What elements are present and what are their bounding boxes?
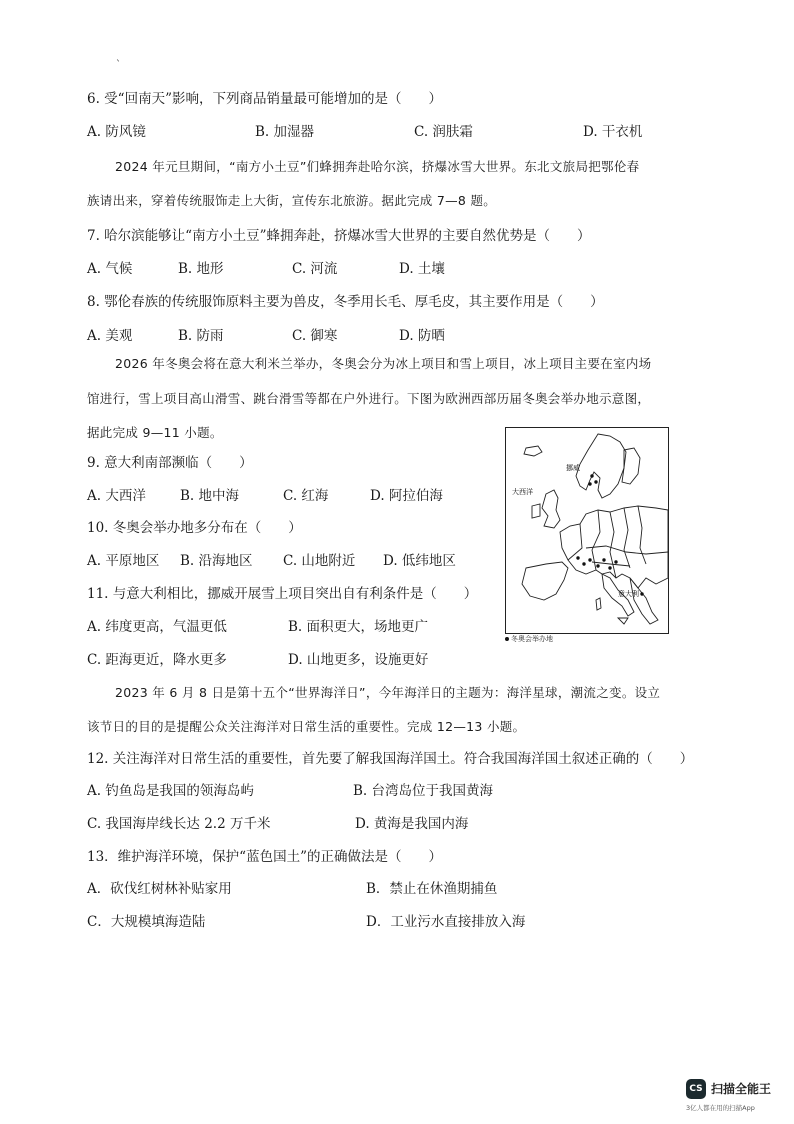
intro-2-line-2: 馆进行，雪上项目高山滑雪、跳台滑雪等都在户外进行。下图为欧洲西部历届冬奥会举办地示意图， xyxy=(87,391,651,406)
q11-option-c: C. 距海更近，降水更多 xyxy=(87,652,227,668)
ireland-outline xyxy=(532,504,540,518)
host-city-dot xyxy=(602,558,605,561)
q7-option-b: B. 地形 xyxy=(178,261,224,277)
question-10-stem: 10. 冬奥会举办地多分布在（ ） xyxy=(87,520,302,536)
mainland-outline xyxy=(560,506,668,588)
europe-map-drawing xyxy=(506,428,668,633)
question-7-stem: 7. 哈尔滨能够让“南方小土豆”蜂拥奔赴，挤爆冰雪大世界的主要自然优势是（ ） xyxy=(87,228,591,244)
map-label-atlantic: 大西洋 xyxy=(512,488,533,496)
question-13-stem: 13．维护海洋环境，保护“蓝色国土”的正确做法是（ ） xyxy=(87,849,442,865)
q8-option-b: B. 防雨 xyxy=(178,328,224,344)
intro-1-line-2: 族请出来，穿着传统服饰走上大街，宣传东北旅游。据此完成 7—8 题。 xyxy=(87,193,497,208)
intro-3-line-2: 该节日的目的是提醒公众关注海洋对日常生活的重要性。完成 12—13 小题。 xyxy=(87,719,526,734)
intro-2-line-3: 据此完成 9—11 小题。 xyxy=(87,425,223,440)
host-city-dot xyxy=(588,558,591,561)
q8-option-d: D. 防晒 xyxy=(399,328,445,344)
q7-option-c: C. 河流 xyxy=(292,261,338,277)
europe-winter-olympics-map xyxy=(505,427,669,634)
host-city-dot xyxy=(640,592,643,595)
q12-option-a: A. 钓鱼岛是我国的领海岛屿 xyxy=(87,783,254,799)
sicily-outline xyxy=(618,618,628,624)
iceland-outline xyxy=(524,446,542,456)
q13-option-d: D．工业污水直接排放入海 xyxy=(366,914,526,930)
q6-option-c: C. 润肤霜 xyxy=(414,124,473,140)
host-city-dot xyxy=(582,562,585,565)
q10-option-b: B. 沿海地区 xyxy=(180,553,253,569)
q9-option-c: C. 红海 xyxy=(283,488,329,504)
q7-option-d: D. 土壤 xyxy=(399,261,445,277)
q9-option-a: A. 大西洋 xyxy=(87,488,146,504)
host-city-dot xyxy=(590,474,593,477)
q6-option-d: D. 干衣机 xyxy=(583,124,643,140)
intro-3-line-1: 2023 年 6 月 8 日是第十五个“世界海洋日”，今年海洋日的主题为：海洋星球，潮流之变。设立 xyxy=(115,685,661,700)
iberia-outline xyxy=(522,562,568,600)
map-label-norway: 挪威 xyxy=(566,464,580,472)
q11-option-d: D. 山地更多，设施更好 xyxy=(288,652,429,668)
border-line xyxy=(568,524,582,560)
question-9-stem: 9. 意大利南部濒临（ ） xyxy=(87,455,253,471)
border-line xyxy=(638,506,646,564)
host-city-dot xyxy=(588,482,591,485)
border-line xyxy=(624,508,630,568)
q13-option-b: B．禁止在休渔期捕鱼 xyxy=(366,881,498,897)
scanner-logo-icon: CS xyxy=(686,1079,706,1099)
question-8-stem: 8. 鄂伦春族的传统服饰原料主要为兽皮，冬季用长毛、厚毛皮，其主要作用是（ ） xyxy=(87,294,604,310)
host-city-dot xyxy=(596,564,599,567)
question-6-stem: 6. 受“回南天”影响，下列商品销量最可能增加的是（ ） xyxy=(87,91,442,107)
map-label-italy: 意大利 xyxy=(618,590,639,598)
scandinavia-outline xyxy=(576,434,626,498)
scanner-tagline: 3亿人都在用的扫描App xyxy=(686,1104,755,1112)
border-line xyxy=(586,546,668,554)
q8-option-c: C. 御寒 xyxy=(292,328,338,344)
q12-option-b: B. 台湾岛位于我国黄海 xyxy=(353,783,494,799)
scan-speck: ` xyxy=(116,60,121,71)
sardinia-outline xyxy=(596,598,601,610)
host-city-dot xyxy=(594,480,597,483)
scanner-brand: 扫描全能王 xyxy=(711,1082,772,1096)
q10-option-d: D. 低纬地区 xyxy=(383,553,456,569)
host-city-dot xyxy=(614,560,617,563)
border-line xyxy=(592,510,600,570)
question-11-stem: 11. 与意大利相比，挪威开展雪上项目突出自有利条件是（ ） xyxy=(87,586,478,602)
q10-option-a: A. 平原地区 xyxy=(87,553,160,569)
map-legend xyxy=(505,634,553,644)
q6-option-a: A. 防风镜 xyxy=(87,124,146,140)
q9-option-d: D. 阿拉伯海 xyxy=(370,488,443,504)
map-legend-text: 冬奥会举办地 xyxy=(511,635,553,643)
q12-option-d: D. 黄海是我国内海 xyxy=(355,816,469,832)
q9-option-b: B. 地中海 xyxy=(180,488,240,504)
q10-option-c: C. 山地附近 xyxy=(283,553,356,569)
q11-option-a: A. 纬度更高，气温更低 xyxy=(87,619,227,635)
q13-option-c: C．大规模填海造陆 xyxy=(87,914,206,930)
q11-option-b: B. 面积更大，场地更广 xyxy=(288,619,429,635)
legend-dot-icon xyxy=(505,637,509,641)
q8-option-a: A. 美观 xyxy=(87,328,133,344)
host-city-dot xyxy=(576,556,579,559)
q13-option-a: A．砍伐红树林补贴家用 xyxy=(87,881,232,897)
q12-option-c: C. 我国海岸线长达 2.2 万千米 xyxy=(87,816,271,832)
question-12-stem: 12. 关注海洋对日常生活的重要性，首先要了解我国海洋国土。符合我国海洋国土叙述正确的（ ） xyxy=(87,751,694,767)
intro-1-line-1: 2024 年元旦期间，“南方小土豆”们蜂拥奔赴哈尔滨，挤爆冰雪大世界。东北文旅局把鄂伦春 xyxy=(115,159,640,174)
host-city-dot xyxy=(608,566,611,569)
q7-option-a: A. 气候 xyxy=(87,261,133,277)
intro-2-line-1: 2026 年冬奥会将在意大利米兰举办，冬奥会分为冰上项目和雪上项目，冰上项目主要在室内场 xyxy=(115,356,652,371)
britain-outline xyxy=(542,490,560,528)
q6-option-b: B. 加湿器 xyxy=(255,124,315,140)
balkans-outline xyxy=(630,578,658,624)
